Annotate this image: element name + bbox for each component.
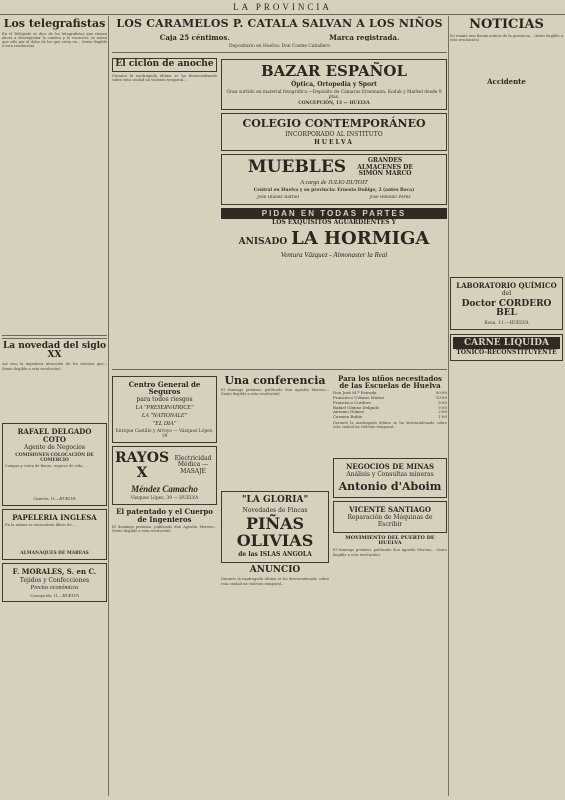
lower-center <box>112 373 447 620</box>
delgado-sub: Agente de Negocios <box>24 444 85 452</box>
anuncio-body: Durante la madrugada última se ha desencadenado sobre esta ciudad un violento temporal... <box>221 577 329 586</box>
rayos-title: RAYOS X <box>115 450 170 481</box>
caramelos-price: Caja 25 céntimos. <box>159 33 230 41</box>
muebles-title: MUEBLES <box>247 157 347 178</box>
papeleria-ad <box>2 509 107 561</box>
noticias-title: NOTICIAS <box>469 17 544 32</box>
muebles-right: GRANDES ALMACENES DE SIMÓN MARCO <box>357 156 413 178</box>
carne-title: CARNE LIQUIDA <box>453 337 560 349</box>
hormiga-title: LA HORMIGA <box>291 227 430 249</box>
anisado-label: ANISADO <box>238 236 288 247</box>
morales-address: Concepción, 11.—HUELVA <box>30 593 79 599</box>
noticias-body: Se remite una buena noticia de la provincia... (texto ilegible a esta resolución) <box>450 33 563 42</box>
centro-sub: para todos riesgos <box>136 396 193 404</box>
suscripcion-name: Francisco Cordero <box>333 399 371 405</box>
column-rule <box>448 16 449 796</box>
negocios-ad <box>333 458 447 498</box>
rayos-sub: Electricidad Médica — MASAJE <box>174 454 212 476</box>
masthead: LA PROVINCIA <box>0 0 565 15</box>
suscripcion-name: Rafael Gómez Delgado <box>333 404 380 410</box>
pinas-title: PIÑAS OLIVIAS <box>236 514 314 551</box>
ciclon-column <box>112 56 217 365</box>
centro-address: Enrique Castillo y Arroyo — Vázquez López, 19 <box>115 428 214 439</box>
column-rule <box>108 16 109 796</box>
hormiga-ad <box>221 228 447 251</box>
suscripcion-list <box>333 391 447 420</box>
vicente-sub: Reparación de Máquinas de Escribir <box>347 514 433 529</box>
centro-p1: LA "PRESERVATRICE" <box>135 405 194 412</box>
rayos-ad <box>112 446 217 505</box>
vicente-ad <box>333 501 447 533</box>
anuncio-title: ANUNCIO <box>249 564 301 575</box>
gloria-title: "LA GLORIA" <box>241 495 309 506</box>
conferencia-article: El domingo próximo, publicado don Agustín Moreno... (texto ilegible a esta resolución) <box>221 388 329 397</box>
movimiento-title: MOVIMIENTO DEL PUERTO DE HUELVA <box>345 534 435 547</box>
delgado-name: RAFAEL DELGADO COTO <box>17 427 92 444</box>
rayos-address: Vázquez López, 39 — HUELVA <box>130 496 199 501</box>
caramelos-mark: Marca registrada. <box>329 33 400 41</box>
centro-p2: LA "NATIONALE" <box>141 413 188 419</box>
rayos-head <box>115 449 214 482</box>
caramelos-subline <box>112 32 447 43</box>
section-divider <box>112 52 447 53</box>
patentado-article: El domingo próximo, publicado don Agustín Moreno... (texto ilegible a esta resolución) <box>112 524 217 534</box>
bazar-title: BAZAR ESPAÑOL <box>260 62 407 81</box>
laboratorio-sub: del <box>501 289 512 297</box>
delgado-body: Compra y venta de fincas, seguros de vida... <box>5 464 86 469</box>
gloria-sub: Novedades de Fincas <box>242 506 308 514</box>
bazar-ad <box>221 59 447 110</box>
vicente-name: VICENTE SANTIAGO <box>349 504 431 514</box>
hormiga-sub: Ventura Vázquez - Almonaster la Real <box>280 251 388 260</box>
laboratorio-ad <box>450 277 563 330</box>
almanaques-label: ALMANAQUES DE MAREAS <box>20 550 89 556</box>
right-column <box>450 16 563 796</box>
suscripcion-name: Don José M.ª Estrada <box>333 390 377 396</box>
suscripcion-amount: 5'00 <box>438 404 447 410</box>
centro-p3: "EL DIA" <box>152 420 177 427</box>
center-column <box>112 16 447 796</box>
laboratorio-address: Rosa, 11.—HUELVA <box>484 320 529 326</box>
suscripcion-amount: 5'00 <box>438 399 447 405</box>
suscripcion-amount: 50'00 <box>435 390 447 396</box>
suscripcion-row <box>333 415 447 420</box>
suscripcion-name: Francisco Urbano Muñoz <box>333 395 385 401</box>
muebles-director: A cargo de JULIO DUTOIT <box>300 180 368 187</box>
muebles-head <box>224 157 444 180</box>
delgado-comision: COMISIONES COLOCACIÓN DE COMERCIO <box>15 453 94 464</box>
colegio-sub: INCORPORADO AL INSTITUTO <box>285 130 383 138</box>
suscripcion-note: Durante la madrugada última se ha desencadenado sobre esta ciudad un violento temporal... <box>333 421 447 430</box>
novedad-article: Así vino la ingeniosa invención de los señores que... (texto ilegible a esta resolución) <box>2 362 107 371</box>
bazar-line: Gran surtido en material fotográfico.—Depósito de Cámaras Ernemann, Kodak y Markel desde 9 ptas. <box>226 89 442 100</box>
morales-ad <box>2 563 107 602</box>
negocios-sub: Análisis y Consultas mineras <box>346 471 434 479</box>
papeleria-title: PAPELERIA INGLESA <box>12 512 97 522</box>
movimiento-body: El domingo próximo, publicado don Agustín Moreno... (texto ilegible a esta resolución) <box>333 548 447 557</box>
ciclon-article: Durante la madrugada última se ha desencadenado sobre esta ciudad un violento temporal... <box>112 73 217 82</box>
carne-ad <box>450 334 563 361</box>
caramelos-deposit: Depositario en Huelva: Don Cosme Caballero <box>229 43 330 49</box>
morales-sub: Tejidos y Confecciones <box>19 576 90 584</box>
ciclon-title: El ciclón de anoche <box>112 58 217 71</box>
muebles-rep-1: José Ibáñez Barbel <box>257 195 299 201</box>
suscripcion-amount: 10'00 <box>435 395 447 401</box>
negocios-title: NEGOCIOS DE MINAS <box>346 462 434 471</box>
bazar-sub: Óptica, Ortopedia y Sport <box>291 80 377 88</box>
suscripcion-name: Carmen Rubio <box>333 414 363 420</box>
colegio-ad <box>221 113 447 150</box>
conferencia-column <box>221 373 329 620</box>
suscripcion-amount: 1'00 <box>438 414 447 420</box>
suscripcion-name: Antonio Gómez <box>333 409 364 415</box>
aboim-name: Antonio d'Aboim <box>338 480 442 494</box>
pinas-sub: de las ISLAS ANGOLA <box>238 551 312 558</box>
colegio-city: HUELVA <box>314 138 354 146</box>
laboratorio-title: LABORATORIO QUÍMICO <box>456 280 557 290</box>
gloria-ad <box>221 491 329 563</box>
suscripcion-title: Para los niños necesitados de las Escuelas de Huelva <box>338 373 442 390</box>
lower-left <box>112 373 217 620</box>
suscripcion-amount: 2'00 <box>438 409 447 415</box>
morales-name: F. MORALES, S. en C. <box>12 567 97 577</box>
ciclon-bazar-row <box>112 56 447 365</box>
muebles-rep-2: José Rebollo Pérez <box>369 195 411 201</box>
delgado-address: Castelar, 11.—HUELVA <box>33 496 76 502</box>
papeleria-body: En la misma se encuentran libros de ... <box>5 522 77 527</box>
laboratorio-name: Doctor CORDERO BEL <box>461 298 552 319</box>
pidan-banner: PIDAN EN TODAS PARTES <box>221 208 447 219</box>
conferencia-title: Una conferencia <box>224 373 326 387</box>
muebles-ad <box>221 154 447 205</box>
colegio-title: COLEGIO CONTEMPORÁNEO <box>242 117 426 131</box>
rayos-name: Méndez Camacho <box>131 483 198 494</box>
carne-sub: TÓNICO-RECONSTITUYENTE <box>456 348 557 356</box>
pidan-sub: LOS EXQUISITOS AGUARDIENTES Y <box>272 218 396 226</box>
caramelos-title: LOS CARAMELOS P. CATALA SALVAN A LOS NIÑOS <box>116 17 443 30</box>
patentado-title: El patentado y el Cuerpo de Ingenieros <box>116 507 213 524</box>
muebles-reps <box>224 194 444 201</box>
centro-ad <box>112 376 217 444</box>
accidente-title: Accidente <box>487 77 526 86</box>
ads-stack <box>221 56 447 365</box>
section-divider <box>112 369 447 370</box>
telegrafistas-article: En el Telégrafo se dice de los telegrafistas que vienen ahora a desempeñar la carrera y la vocación, se notan que sólo por el dolor de los que viven en... (texto ilegible a esta resolución) <box>2 31 107 49</box>
delgado-ad <box>2 423 107 505</box>
morales-sub2: Precios económicos <box>30 585 79 592</box>
bazar-address: CONCEPCIÓN, 13 — HUELVA <box>298 101 370 107</box>
lower-right <box>333 373 447 620</box>
telegrafistas-title: Los telegrafistas <box>3 17 106 30</box>
left-column <box>2 16 107 796</box>
centro-title: Centro General de Seguros <box>128 379 201 396</box>
muebles-line: Central en Huelva y su provincia: Ernesto Doñigo, 2 (antes Boca) <box>253 188 415 194</box>
novedad-title: La novedad del siglo XX <box>2 340 107 360</box>
section-divider <box>2 335 107 339</box>
